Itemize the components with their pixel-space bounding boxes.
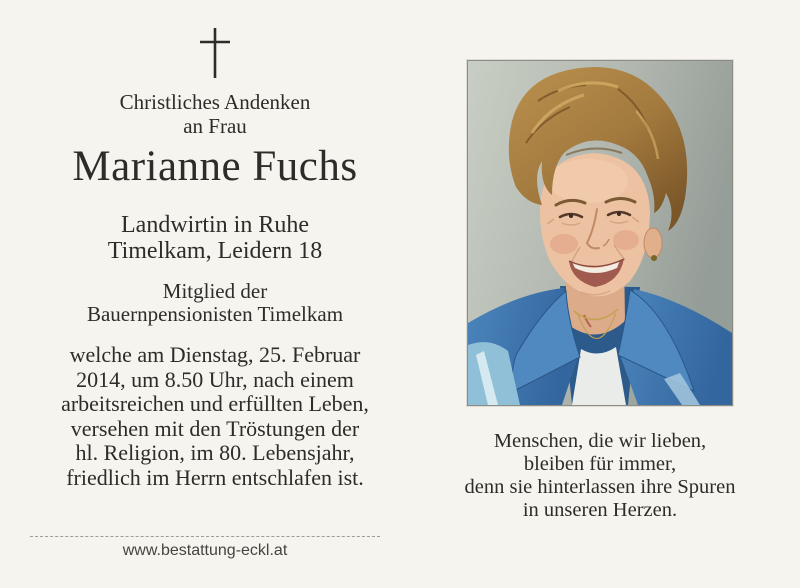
intro-line: an Frau — [183, 114, 247, 138]
deceased-name: Marianne Fuchs — [72, 143, 358, 190]
obituary-line: arbeitsreichen und erfüllten Leben, — [61, 391, 369, 416]
obituary-text — [5, 343, 425, 490]
obituary-line: 2014, um 8.50 Uhr, nach einem — [76, 366, 354, 392]
footer-divider — [30, 536, 380, 537]
memorial-text-column — [5, 0, 425, 490]
footer-url: www.bestattung-eckl.at — [122, 542, 288, 559]
portrait-photo — [467, 60, 733, 406]
address-line: Timelkam, Leidern 18 — [107, 238, 323, 264]
intro-line: Christliches Andenken — [119, 90, 311, 114]
verse-line: denn sie hinterlassen ihre Spuren — [464, 476, 736, 498]
verse-text — [450, 430, 750, 522]
membership-line: Mitglied der — [162, 279, 268, 303]
obituary-line: versehen mit den Tröstungen der — [70, 415, 360, 441]
obituary-line: welche am Dienstag, 25. Februar — [69, 342, 361, 367]
verse-line: bleiben für immer, — [523, 453, 677, 475]
verse-line: Menschen, die wir lieben, — [493, 430, 707, 452]
occupation-line: Landwirtin in Ruhe — [121, 212, 309, 238]
occupation-address — [5, 212, 425, 264]
obituary-line: friedlich im Herrn entschlafen ist. — [66, 464, 364, 490]
obituary-line: hl. Religion, im 80. Lebensjahr, — [75, 440, 355, 465]
verse-line: in unseren Herzen. — [522, 499, 678, 521]
membership-text — [5, 280, 425, 326]
cross-icon — [5, 26, 425, 80]
intro-text — [5, 90, 425, 138]
membership-line: Bauernpensionisten Timelkam — [86, 302, 344, 326]
